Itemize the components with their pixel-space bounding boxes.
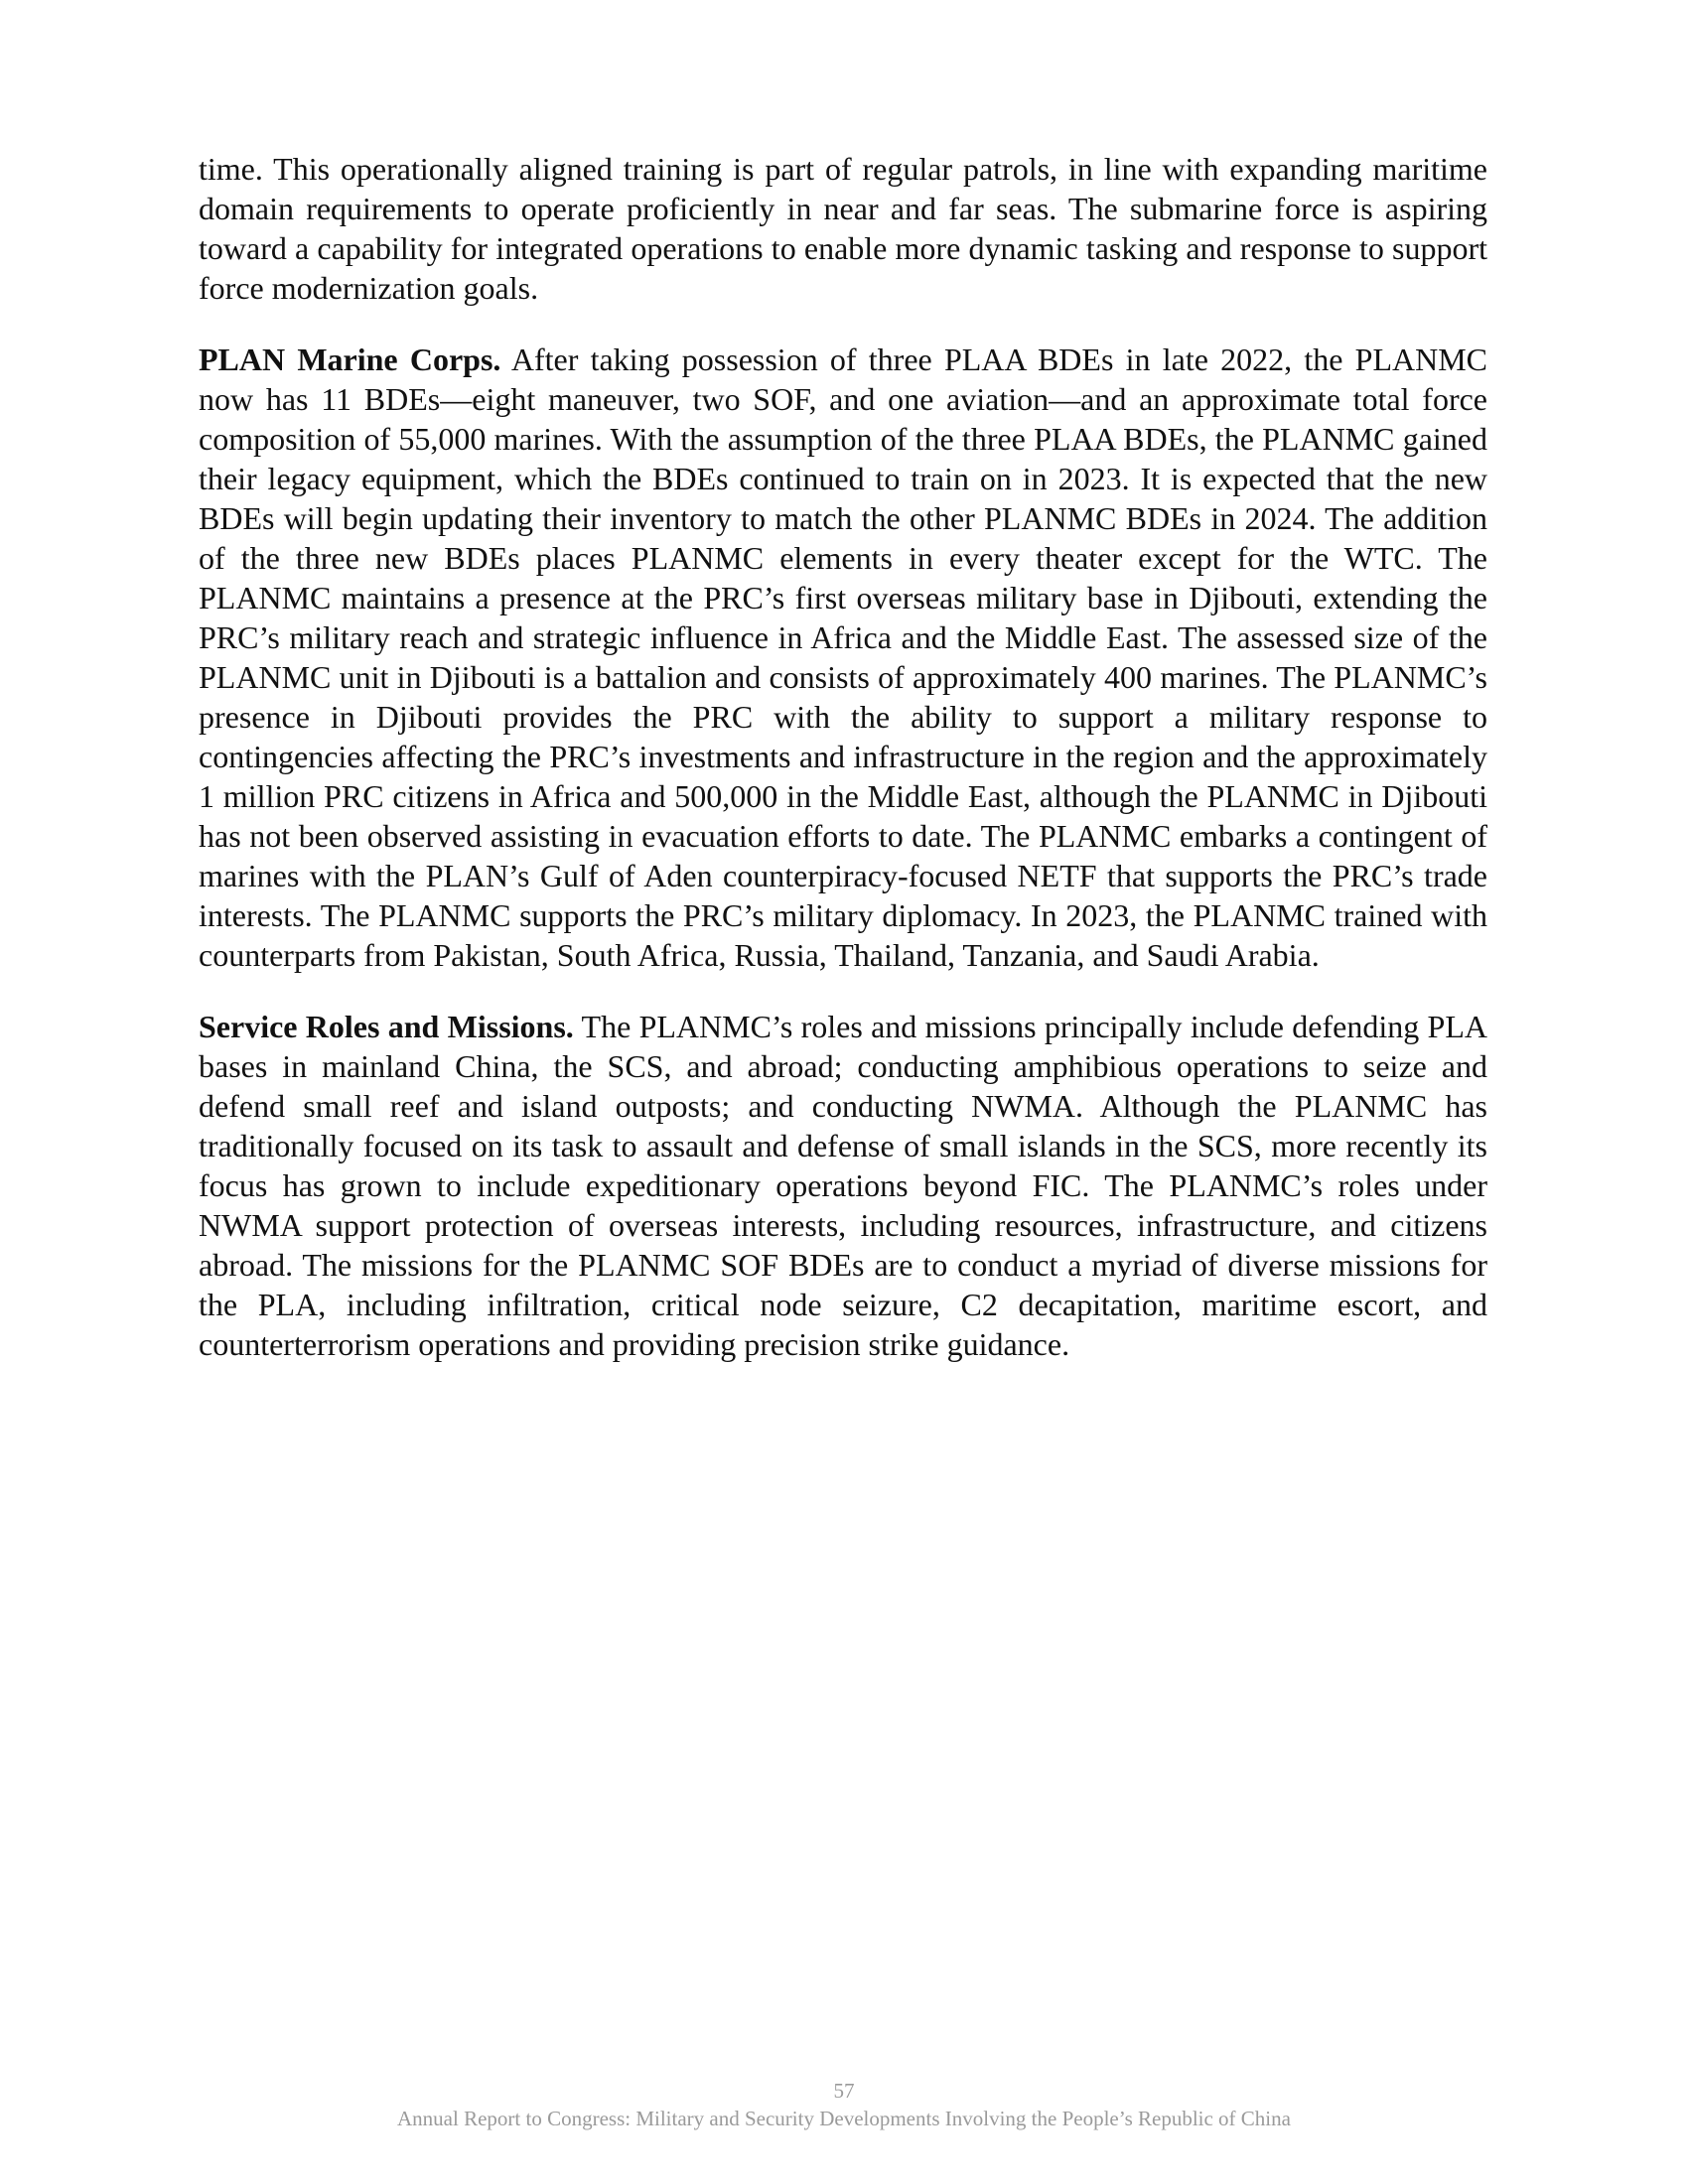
page-footer xyxy=(0,2079,1688,2130)
page-number: 57 xyxy=(833,2079,855,2103)
report-title: Annual Report to Congress: Military and Security Developments Involving the People’s Republic of China xyxy=(397,2107,1291,2130)
paragraph-text: time. This operationally aligned training is part of regular patrols, in line with expanding maritime domain requirements to operate proficiently in near and far seas. The submarine force is aspiring toward a capability for integrated operations to enable more dynamic tasking and response to support force modernization goals. xyxy=(199,151,1487,306)
paragraph-submarine-training xyxy=(199,149,1487,308)
paragraph-heading: PLAN Marine Corps. xyxy=(199,341,501,377)
paragraph-heading: Service Roles and Missions. xyxy=(199,1009,574,1044)
paragraph-text: After taking possession of three PLAA BDEs in late 2022, the PLANMC now has 11 BDEs—eight maneuver, two SOF, and one aviation—and an approximate total force composition of 55,000 marines. With the assumption of the three PLAA BDEs, the PLANMC gained their legacy equipment, which the BDEs continued to train on in 2023. It is expected that the new BDEs will begin updating their inventory to match the other PLANMC BDEs in 2024. The addition of the three new BDEs places PLANMC elements in every theater except for the WTC. The PLANMC maintains a presence at the PRC’s first overseas military base in Djibouti, extending the PRC’s military reach and strategic influence in Africa and the Middle East. The assessed size of the PLANMC unit in Djibouti is a battalion and consists of approximately 400 marines. The PLANMC’s presence in Djibouti provides the PRC with the ability to support a military response to contingencies affecting the PRC’s investments and infrastructure in the region and the approximately 1 million PRC citizens in Africa and 500,000 in the Middle East, although the PLANMC in Djibouti has not been observed assisting in evacuation efforts to date. The PLANMC embarks a contingent of marines with the PLAN’s Gulf of Aden counterpiracy-focused NETF that supports the PRC’s trade interests. The PLANMC supports the PRC’s military diplomacy. In 2023, the PLANMC trained with counterparts from Pakistan, South Africa, Russia, Thailand, Tanzania, and Saudi Arabia. xyxy=(199,341,1488,973)
paragraph-service-roles-and-missions xyxy=(199,1007,1487,1364)
body-text xyxy=(199,149,1487,1396)
paragraph-text: The PLANMC’s roles and missions principally include defending PLA bases in mainland China, the SCS, and abroad; conducting amphibious operations to seize and defend small reef and island outposts; and conducting NWMA. Although the PLANMC has traditionally focused on its task to assault and defense of small islands in the SCS, more recently its focus has grown to include expeditionary operations beyond FIC. The PLANMC’s roles under NWMA support protection of overseas interests, including resources, infrastructure, and citizens abroad. The missions for the PLANMC SOF BDEs are to conduct a myriad of diverse missions for the PLA, including infiltration, critical node seizure, C2 decapitation, maritime escort, and counterterrorism operations and providing precision strike guidance. xyxy=(199,1009,1488,1362)
paragraph-plan-marine-corps xyxy=(199,340,1487,975)
